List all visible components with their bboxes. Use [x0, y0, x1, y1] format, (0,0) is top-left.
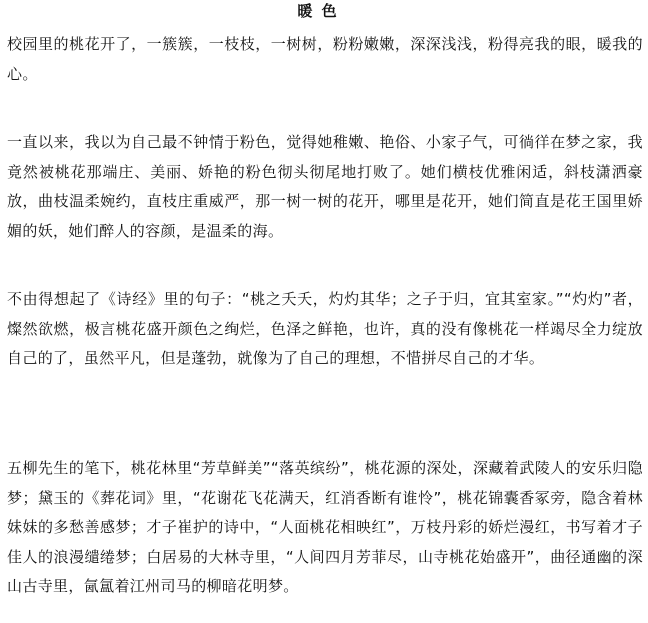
paragraph-4: 五柳先生的笔下，桃花林里“芳草鲜美”“落英缤纷”，桃花源的深处，深藏着武陵人的安乐归隐梦；黛玉的《葬花词》里，“花谢花飞花满天，红消香断有谁怜”，桃花锦囊香冢旁，隐含着林妹妹的多愁善感梦；才子崔护的诗中，“人面桃花相映红”，万枝丹彩的娇烂漫红，书写着才子佳人的浪漫缱绻梦；白居易的大林寺里，“人间四月芳菲尽，山寺桃花始盛开”，曲径通幽的深山古寺里，氤氲着江州司马的柳暗花明梦。 — [7, 459, 643, 595]
paragraph-2: 一直以来，我以为自己最不钟情于粉色，觉得她稚嫩、艳俗、小家子气，可徜徉在梦之家，我竟然被桃花那端庄、美丽、娇艳的粉色彻头彻尾地打败了。她们横枝优雅闲适，斜枝潇洒豪放，曲枝温柔婉约，直枝庄重威严，那一树一树的花开，哪里是花开，她们简直是花王国里娇媚的妖，她们醉人的容颜，是温柔的海。 — [7, 133, 643, 240]
paragraph-3: 不由得想起了《诗经》里的句子：“桃之夭夭，灼灼其华；之子于归，宜其室家。”“灼灼”者，燦然欲燃，极言桃花盛开颜色之绚烂，色泽之鲜艳，也许，真的没有像桃花一样竭尽全力绽放自己的了，虽然平凡，但是蓬勃，就像为了自己的理想，不惜拼尽自己的才华。 — [7, 290, 643, 367]
article-title: 暖 色 — [297, 2, 339, 20]
paragraph-1: 校园里的桃花开了，一簇簇，一枝枝，一树树，粉粉嫩嫩，深深浅浅，粉得亮我的眼，暖我的心。 — [7, 35, 643, 83]
